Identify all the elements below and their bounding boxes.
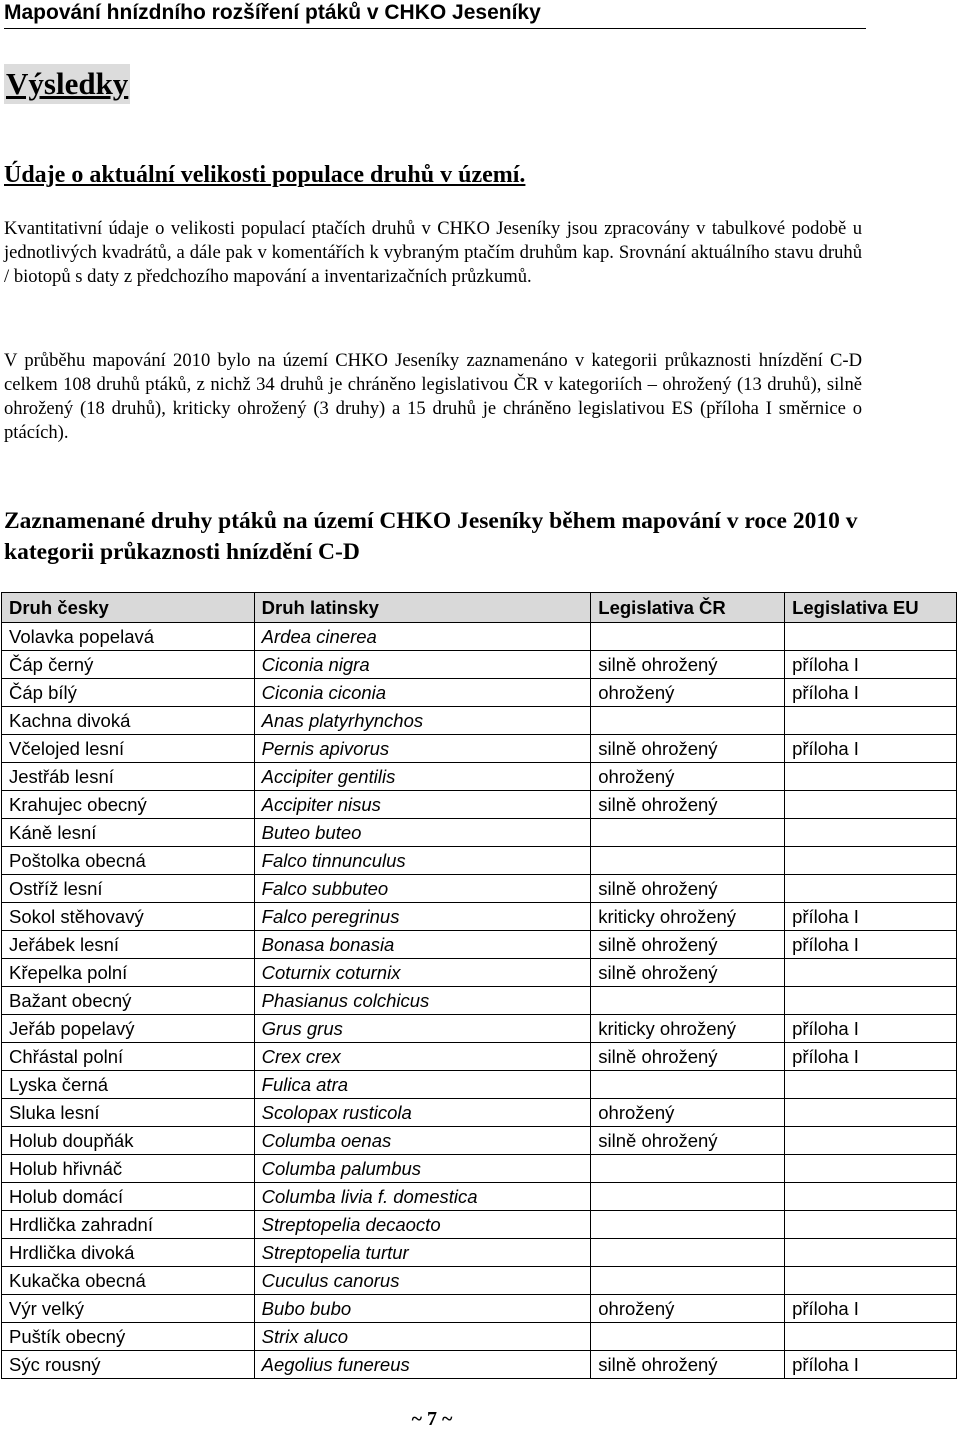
cell-legislation-eu xyxy=(785,1267,957,1295)
table-row xyxy=(2,875,957,903)
cell-legislation-cr: silně ohrožený xyxy=(591,735,785,763)
cell-legislation-eu xyxy=(785,1099,957,1127)
cell-czech-name: Holub domácí xyxy=(2,1183,255,1211)
cell-legislation-eu xyxy=(785,1323,957,1351)
table-row xyxy=(2,1351,957,1379)
cell-legislation-eu xyxy=(785,763,957,791)
table-row xyxy=(2,1267,957,1295)
cell-legislation-eu xyxy=(785,875,957,903)
cell-latin-name: Columba palumbus xyxy=(254,1155,591,1183)
cell-legislation-eu xyxy=(785,1239,957,1267)
cell-latin-name: Anas platyrhynchos xyxy=(254,707,591,735)
cell-legislation-cr: ohrožený xyxy=(591,679,785,707)
cell-czech-name: Chřástal polní xyxy=(2,1043,255,1071)
cell-czech-name: Sokol stěhovavý xyxy=(2,903,255,931)
table-row xyxy=(2,735,957,763)
cell-legislation-eu xyxy=(785,959,957,987)
cell-czech-name: Hrdlička zahradní xyxy=(2,1211,255,1239)
cell-czech-name: Krahujec obecný xyxy=(2,791,255,819)
cell-legislation-cr: kriticky ohrožený xyxy=(591,1015,785,1043)
cell-legislation-eu: příloha I xyxy=(785,903,957,931)
cell-latin-name: Buteo buteo xyxy=(254,819,591,847)
cell-latin-name: Bubo bubo xyxy=(254,1295,591,1323)
table-row xyxy=(2,931,957,959)
species-table xyxy=(1,592,957,1379)
table-row xyxy=(2,959,957,987)
cell-latin-name: Scolopax rusticola xyxy=(254,1099,591,1127)
table-row xyxy=(2,651,957,679)
table-row xyxy=(2,1043,957,1071)
cell-czech-name: Čáp černý xyxy=(2,651,255,679)
cell-legislation-cr: silně ohrožený xyxy=(591,651,785,679)
cell-legislation-eu: příloha I xyxy=(785,679,957,707)
cell-czech-name: Poštolka obecná xyxy=(2,847,255,875)
cell-legislation-cr: silně ohrožený xyxy=(591,1043,785,1071)
cell-latin-name: Crex crex xyxy=(254,1043,591,1071)
cell-czech-name: Křepelka polní xyxy=(2,959,255,987)
cell-legislation-eu: příloha I xyxy=(785,651,957,679)
cell-legislation-cr xyxy=(591,987,785,1015)
table-row xyxy=(2,987,957,1015)
cell-legislation-eu: příloha I xyxy=(785,1043,957,1071)
cell-legislation-cr: ohrožený xyxy=(591,763,785,791)
cell-czech-name: Včelojed lesní xyxy=(2,735,255,763)
cell-latin-name: Columba oenas xyxy=(254,1127,591,1155)
cell-legislation-eu xyxy=(785,1183,957,1211)
cell-legislation-eu xyxy=(785,1071,957,1099)
cell-legislation-cr xyxy=(591,623,785,651)
paragraph-intro: Kvantitativní údaje o velikosti populací ptačích druhů v CHKO Jeseníky jsou zpracovány v tabulkové podobě u jednotlivých kvadrátů, a dále pak v komentářích k vybraným ptačím druhům kap. Srovnání aktuálního stavu druhů / biotopů s daty z předchozího mapování a inventarizačních průzkumů. xyxy=(4,218,862,287)
cell-czech-name: Bažant obecný xyxy=(2,987,255,1015)
cell-czech-name: Jeřábek lesní xyxy=(2,931,255,959)
table-row xyxy=(2,1295,957,1323)
table-row xyxy=(2,679,957,707)
cell-czech-name: Lyska černá xyxy=(2,1071,255,1099)
cell-latin-name: Fulica atra xyxy=(254,1071,591,1099)
cell-legislation-eu xyxy=(785,791,957,819)
cell-latin-name: Pernis apivorus xyxy=(254,735,591,763)
cell-legislation-eu: příloha I xyxy=(785,735,957,763)
cell-legislation-cr: silně ohrožený xyxy=(591,931,785,959)
cell-legislation-cr xyxy=(591,707,785,735)
cell-legislation-eu xyxy=(785,987,957,1015)
table-header-row xyxy=(2,593,957,623)
cell-czech-name: Hrdlička divoká xyxy=(2,1239,255,1267)
cell-legislation-cr: ohrožený xyxy=(591,1295,785,1323)
cell-legislation-cr: kriticky ohrožený xyxy=(591,903,785,931)
cell-latin-name: Grus grus xyxy=(254,1015,591,1043)
table-row xyxy=(2,1071,957,1099)
cell-legislation-eu xyxy=(785,707,957,735)
cell-czech-name: Holub hřivnáč xyxy=(2,1155,255,1183)
cell-czech-name: Ostříž lesní xyxy=(2,875,255,903)
cell-latin-name: Streptopelia decaocto xyxy=(254,1211,591,1239)
cell-latin-name: Ardea cinerea xyxy=(254,623,591,651)
subsection-title: Údaje o aktuální velikosti populace druhů v území. xyxy=(4,162,526,188)
cell-legislation-eu: příloha I xyxy=(785,1015,957,1043)
cell-legislation-cr xyxy=(591,1267,785,1295)
cell-legislation-cr: ohrožený xyxy=(591,1099,785,1127)
cell-legislation-eu xyxy=(785,1127,957,1155)
table-row xyxy=(2,1015,957,1043)
cell-czech-name: Čáp bílý xyxy=(2,679,255,707)
cell-czech-name: Volavka popelavá xyxy=(2,623,255,651)
table-row xyxy=(2,1099,957,1127)
cell-latin-name: Coturnix coturnix xyxy=(254,959,591,987)
table-row xyxy=(2,903,957,931)
cell-czech-name: Sluka lesní xyxy=(2,1099,255,1127)
cell-czech-name: Sýc rousný xyxy=(2,1351,255,1379)
cell-czech-name: Výr velký xyxy=(2,1295,255,1323)
column-header-legislation-eu: Legislativa EU xyxy=(785,593,957,623)
cell-latin-name: Streptopelia turtur xyxy=(254,1239,591,1267)
column-header-latin-name: Druh latinsky xyxy=(254,593,591,623)
cell-latin-name: Cuculus canorus xyxy=(254,1267,591,1295)
cell-latin-name: Aegolius funereus xyxy=(254,1351,591,1379)
table-row xyxy=(2,623,957,651)
table-row xyxy=(2,819,957,847)
cell-latin-name: Strix aluco xyxy=(254,1323,591,1351)
table-row xyxy=(2,1323,957,1351)
cell-latin-name: Columba livia f. domestica xyxy=(254,1183,591,1211)
cell-czech-name: Puštík obecný xyxy=(2,1323,255,1351)
column-header-czech-name: Druh česky xyxy=(2,593,255,623)
cell-latin-name: Accipiter gentilis xyxy=(254,763,591,791)
cell-legislation-cr: silně ohrožený xyxy=(591,959,785,987)
table-title: Zaznamenané druhy ptáků na území CHKO Jeseníky během mapování v roce 2010 v kategorii průkaznosti hnízdění C-D xyxy=(4,508,858,565)
cell-legislation-eu xyxy=(785,623,957,651)
cell-legislation-cr xyxy=(591,1183,785,1211)
cell-legislation-cr xyxy=(591,1071,785,1099)
cell-legislation-cr xyxy=(591,1239,785,1267)
cell-latin-name: Accipiter nisus xyxy=(254,791,591,819)
cell-legislation-eu xyxy=(785,847,957,875)
cell-czech-name: Jeřáb popelavý xyxy=(2,1015,255,1043)
cell-latin-name: Falco subbuteo xyxy=(254,875,591,903)
cell-czech-name: Jestřáb lesní xyxy=(2,763,255,791)
table-row xyxy=(2,707,957,735)
cell-legislation-cr xyxy=(591,819,785,847)
cell-legislation-cr xyxy=(591,847,785,875)
table-row xyxy=(2,1239,957,1267)
table-row xyxy=(2,1183,957,1211)
cell-legislation-eu: příloha I xyxy=(785,1351,957,1379)
paragraph-summary: V průběhu mapování 2010 bylo na území CHKO Jeseníky zaznamenáno v kategorii průkaznosti hnízdění C-D celkem 108 druhů ptáků, z nichž 34 druhů je chráněno legislativou ČR v kategoriích – ohrožený (13 druhů), silně ohrožený (18 druhů), kriticky ohrožený (3 druhy) a 15 druhů je chráněno legislativou ES (příloha I směrnice o ptácích). xyxy=(4,350,862,443)
cell-legislation-eu xyxy=(785,819,957,847)
cell-legislation-cr: silně ohrožený xyxy=(591,875,785,903)
cell-latin-name: Falco tinnunculus xyxy=(254,847,591,875)
running-header: Mapování hnízdního rozšíření ptáků v CHKO Jeseníky xyxy=(4,0,866,29)
cell-latin-name: Falco peregrinus xyxy=(254,903,591,931)
cell-legislation-eu: příloha I xyxy=(785,1295,957,1323)
table-row xyxy=(2,763,957,791)
table-row xyxy=(2,1155,957,1183)
table-row xyxy=(2,791,957,819)
cell-legislation-cr xyxy=(591,1211,785,1239)
table-row xyxy=(2,847,957,875)
cell-latin-name: Phasianus colchicus xyxy=(254,987,591,1015)
cell-latin-name: Bonasa bonasia xyxy=(254,931,591,959)
cell-legislation-cr xyxy=(591,1323,785,1351)
cell-latin-name: Ciconia ciconia xyxy=(254,679,591,707)
cell-legislation-eu xyxy=(785,1155,957,1183)
cell-legislation-cr: silně ohrožený xyxy=(591,1127,785,1155)
cell-legislation-cr: silně ohrožený xyxy=(591,1351,785,1379)
cell-czech-name: Kukačka obecná xyxy=(2,1267,255,1295)
table-row xyxy=(2,1127,957,1155)
cell-czech-name: Kachna divoká xyxy=(2,707,255,735)
cell-latin-name: Ciconia nigra xyxy=(254,651,591,679)
column-header-legislation-cr: Legislativa ČR xyxy=(591,593,785,623)
cell-legislation-cr: silně ohrožený xyxy=(591,791,785,819)
cell-czech-name: Káně lesní xyxy=(2,819,255,847)
species-table-body xyxy=(2,623,957,1379)
cell-czech-name: Holub doupňák xyxy=(2,1127,255,1155)
cell-legislation-eu: příloha I xyxy=(785,931,957,959)
table-row xyxy=(2,1211,957,1239)
section-title: Výsledky xyxy=(4,64,130,104)
page-number: ~ 7 ~ xyxy=(411,1408,453,1430)
cell-legislation-cr xyxy=(591,1155,785,1183)
cell-legislation-eu xyxy=(785,1211,957,1239)
